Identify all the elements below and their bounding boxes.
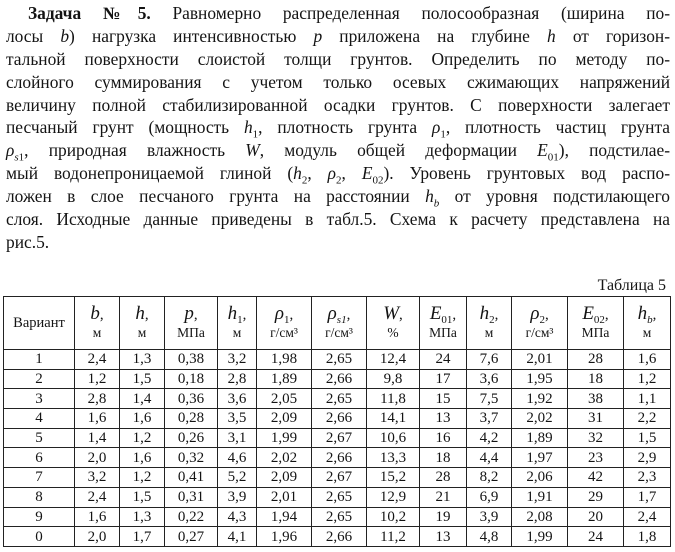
task-line-1: Задача №5. Равномерно распределенная полосообразная (ширина по- — [28, 3, 670, 23]
task-line-8: мый водонепроницаемой глиной ($h_2$, $\rho_2$, $E_{02}$). Уровень грунтовых вод распо- — [6, 163, 670, 187]
table-cell: 1,1 — [624, 389, 671, 409]
table-cell: 1,7 — [624, 487, 671, 507]
task-statement — [6, 2, 670, 254]
table-cell: 4,8 — [467, 527, 512, 547]
table-row — [4, 389, 671, 409]
table-cell: 1,8 — [624, 527, 671, 547]
table-cell: 1,89 — [257, 369, 312, 389]
table-cell: 1,6 — [75, 507, 120, 527]
variant-cell: 0 — [4, 527, 75, 547]
variant-cell: 6 — [4, 448, 75, 468]
table-header-cell: W, % — [367, 297, 420, 350]
table-cell: 15 — [420, 389, 467, 409]
variant-cell: 5 — [4, 428, 75, 448]
table-cell: 1,6 — [120, 409, 165, 429]
table-cell: 1,89 — [512, 428, 568, 448]
table-header-cell: $E_{02}$, МПа — [568, 297, 624, 350]
table-cell: 3,2 — [75, 468, 120, 488]
variant-cell: 2 — [4, 369, 75, 389]
table-row — [4, 350, 671, 370]
task-line-11: рис.5. — [6, 231, 50, 252]
table-cell: 12,4 — [367, 350, 420, 370]
table-header-cell: $h_b$, м — [624, 297, 671, 350]
table-cell: 13 — [420, 527, 467, 547]
table-cell: 2,4 — [75, 487, 120, 507]
table-cell: 0,28 — [165, 409, 218, 429]
table-cell: 1,95 — [512, 369, 568, 389]
table-cell: 19 — [420, 507, 467, 527]
table-header-cell: $h_2$, м — [467, 297, 512, 350]
table-cell: 11,2 — [367, 527, 420, 547]
variant-cell: 9 — [4, 507, 75, 527]
table-cell: 2,65 — [312, 350, 367, 370]
table-cell: 2,65 — [312, 487, 367, 507]
table-cell: 4,1 — [218, 527, 257, 547]
table-header-cell: $h_1$, м — [218, 297, 257, 350]
task-heading: Задача №5. — [28, 3, 151, 23]
table-cell: 3,9 — [467, 507, 512, 527]
table-cell: 4,6 — [218, 448, 257, 468]
table-header-cell: $\rho_{s1}$, г/см³ — [312, 297, 367, 350]
table-header-cell: $\rho_2$, г/см³ — [512, 297, 568, 350]
table-header-cell: $\rho_1$, г/см³ — [257, 297, 312, 350]
table-cell: 3,1 — [218, 428, 257, 448]
table-cell: 1,5 — [120, 487, 165, 507]
table-cell: 18 — [568, 369, 624, 389]
table-cell: 1,7 — [120, 527, 165, 547]
table-cell: 15,2 — [367, 468, 420, 488]
table-cell: 1,99 — [512, 527, 568, 547]
table-cell: 2,66 — [312, 527, 367, 547]
table-row — [4, 487, 671, 507]
table-cell: 0,27 — [165, 527, 218, 547]
table-cell: 2,0 — [75, 448, 120, 468]
table-cell: 9,8 — [367, 369, 420, 389]
table-cell: 1,5 — [624, 428, 671, 448]
table-cell: 0,26 — [165, 428, 218, 448]
table-header-cell: p, МПа — [165, 297, 218, 350]
table-cell: 24 — [568, 527, 624, 547]
table-cell: 17 — [420, 369, 467, 389]
table-header-cell: b, м — [75, 297, 120, 350]
table-cell: 0,38 — [165, 350, 218, 370]
table-cell: 2,3 — [624, 468, 671, 488]
table-cell: 2,09 — [257, 468, 312, 488]
table-cell: 12,9 — [367, 487, 420, 507]
table-cell: 4,4 — [467, 448, 512, 468]
table-cell: 3,2 — [218, 350, 257, 370]
table-cell: 31 — [568, 409, 624, 429]
table-cell: 24 — [420, 350, 467, 370]
table-cell: 8,2 — [467, 468, 512, 488]
table-cell: 28 — [568, 350, 624, 370]
table-header-cell: $E_{01}$, МПа — [420, 297, 467, 350]
table-cell: 0,31 — [165, 487, 218, 507]
task-line-7: $\rho_{s1}$, природная влажность W, модуль общей деформации $E_{01}$), подстилае- — [6, 140, 671, 164]
task-line-3: тальной поверхности слоистой толщи грунтов. Определить по методу по- — [6, 48, 670, 69]
table-cell: 10,6 — [367, 428, 420, 448]
table-cell: 1,2 — [120, 428, 165, 448]
table-row — [4, 468, 671, 488]
table-cell: 1,5 — [120, 369, 165, 389]
task-line-5: величину полной стабилизированной осадки грунтов. С поверхности залегает — [6, 94, 670, 115]
variant-cell: 7 — [4, 468, 75, 488]
table-cell: 5,2 — [218, 468, 257, 488]
table-header-cell: h, м — [120, 297, 165, 350]
table-cell: 13 — [420, 409, 467, 429]
table-cell: 2,67 — [312, 428, 367, 448]
table-cell: 13,3 — [367, 448, 420, 468]
table-cell: 2,05 — [257, 389, 312, 409]
table-caption: Таблица 5 — [597, 277, 666, 294]
task-line-9: ложен в слое песчаного грунта на расстоянии $h_b$ от уровня подстилающего — [6, 186, 670, 210]
table-cell: 1,6 — [624, 350, 671, 370]
table-cell: 1,3 — [120, 350, 165, 370]
table-cell: 38 — [568, 389, 624, 409]
table-cell: 0,41 — [165, 468, 218, 488]
table-cell: 4,2 — [467, 428, 512, 448]
table-cell: 1,3 — [120, 507, 165, 527]
table-cell: 2,8 — [218, 369, 257, 389]
variant-cell: 4 — [4, 409, 75, 429]
table-cell: 2,08 — [512, 507, 568, 527]
table-cell: 2,66 — [312, 448, 367, 468]
table-cell: 0,22 — [165, 507, 218, 527]
table-cell: 2,66 — [312, 369, 367, 389]
table-cell: 1,4 — [75, 428, 120, 448]
variant-cell: 1 — [4, 350, 75, 370]
table-cell: 3,7 — [467, 409, 512, 429]
table-cell: 3,6 — [467, 369, 512, 389]
task-line-4: слойного суммирования с учетом только осевых сжимающих напряжений — [6, 71, 670, 92]
table-row — [4, 448, 671, 468]
table-row — [4, 527, 671, 547]
table-header-row — [4, 297, 671, 350]
table-cell: 2,65 — [312, 389, 367, 409]
table-cell: 0,32 — [165, 448, 218, 468]
table-cell: 14,1 — [367, 409, 420, 429]
table-cell: 1,2 — [624, 369, 671, 389]
table-cell: 2,02 — [512, 409, 568, 429]
table-cell: 7,5 — [467, 389, 512, 409]
table-cell: 1,96 — [257, 527, 312, 547]
table-cell: 28 — [420, 468, 467, 488]
table-cell: 2,02 — [257, 448, 312, 468]
table-row — [4, 507, 671, 527]
table-cell: 16 — [420, 428, 467, 448]
table-header-cell: Вариант — [4, 297, 75, 350]
table-cell: 2,67 — [312, 468, 367, 488]
table-cell: 1,98 — [257, 350, 312, 370]
table-cell: 2,8 — [75, 389, 120, 409]
table-cell: 2,01 — [257, 487, 312, 507]
table-cell: 2,9 — [624, 448, 671, 468]
table-cell: 2,2 — [624, 409, 671, 429]
task-line-6: песчаный грунт (мощность $h_1$, плотность грунта $\rho_1$, плотность частиц грунта — [6, 117, 671, 141]
table-cell: 1,91 — [512, 487, 568, 507]
table-cell: 2,66 — [312, 409, 367, 429]
table-cell: 20 — [568, 507, 624, 527]
table-cell: 10,2 — [367, 507, 420, 527]
table-cell: 7,6 — [467, 350, 512, 370]
table-cell: 1,2 — [75, 369, 120, 389]
table-cell: 18 — [420, 448, 467, 468]
table-cell: 2,01 — [512, 350, 568, 370]
table-cell: 2,65 — [312, 507, 367, 527]
table-row — [4, 409, 671, 429]
table-cell: 1,99 — [257, 428, 312, 448]
table-cell: 0,18 — [165, 369, 218, 389]
table-cell: 2,09 — [257, 409, 312, 429]
task-line-2: лосы b) нагрузка интенсивностью p приложена на глубине h от горизон- — [6, 25, 670, 46]
table-cell: 23 — [568, 448, 624, 468]
table-cell: 1,4 — [120, 389, 165, 409]
table-cell: 1,92 — [512, 389, 568, 409]
table-cell: 2,0 — [75, 527, 120, 547]
table-cell: 2,4 — [75, 350, 120, 370]
table-cell: 6,9 — [467, 487, 512, 507]
table-cell: 2,06 — [512, 468, 568, 488]
table-cell: 2,4 — [624, 507, 671, 527]
table-cell: 29 — [568, 487, 624, 507]
variant-cell: 8 — [4, 487, 75, 507]
table-cell: 42 — [568, 468, 624, 488]
table-cell: 3,9 — [218, 487, 257, 507]
table-cell: 4,3 — [218, 507, 257, 527]
table-cell: 32 — [568, 428, 624, 448]
data-table — [3, 296, 671, 547]
table-cell: 1,97 — [512, 448, 568, 468]
table-cell: 0,36 — [165, 389, 218, 409]
table-cell: 21 — [420, 487, 467, 507]
table-cell: 1,94 — [257, 507, 312, 527]
table-cell: 1,6 — [120, 448, 165, 468]
variant-cell: 3 — [4, 389, 75, 409]
table-cell: 3,5 — [218, 409, 257, 429]
table-row — [4, 428, 671, 448]
table-cell: 3,6 — [218, 389, 257, 409]
task-line-10: слоя. Исходные данные приведены в табл.5. Схема к расчету представлена на — [6, 209, 670, 230]
table-row — [4, 369, 671, 389]
table-cell: 11,8 — [367, 389, 420, 409]
table-cell: 1,6 — [75, 409, 120, 429]
table-cell: 1,2 — [120, 468, 165, 488]
